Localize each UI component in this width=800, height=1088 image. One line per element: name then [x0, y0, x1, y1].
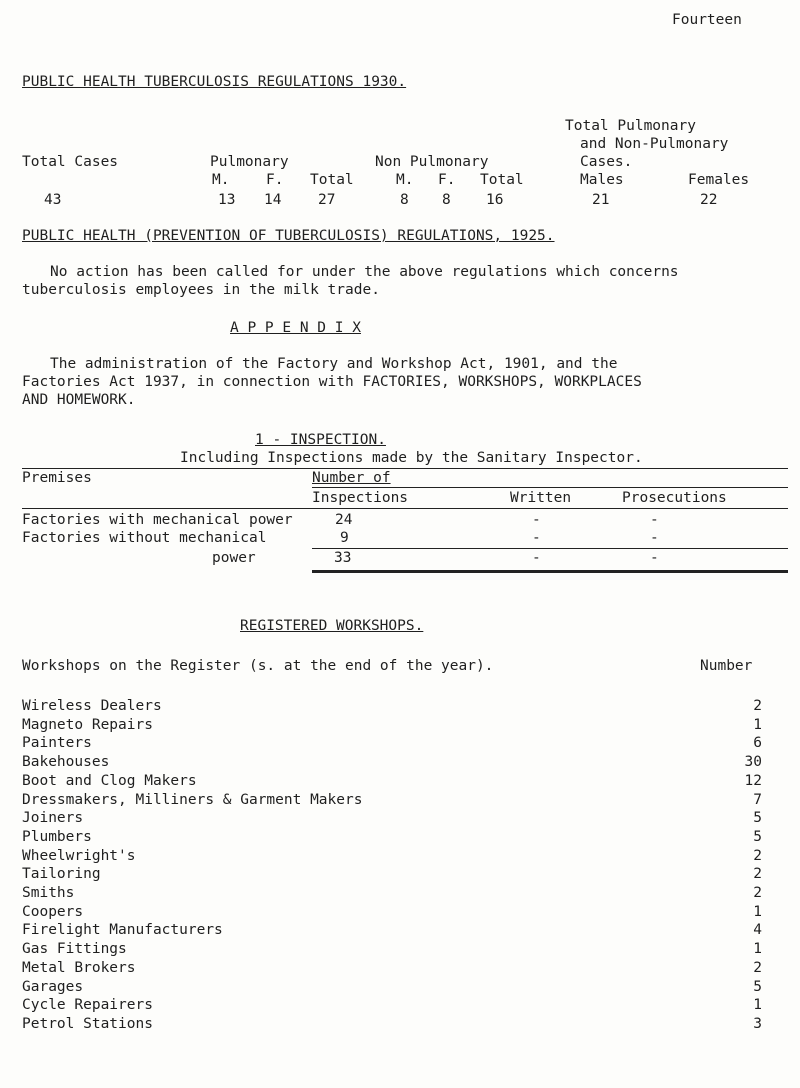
workshop-name: Bakehouses — [22, 754, 110, 770]
total-cases-value: 43 — [44, 192, 62, 208]
workshop-name: Petrol Stations — [22, 1016, 153, 1032]
written-column-header: Written — [510, 490, 572, 506]
workshop-number: 5 — [753, 810, 762, 826]
inspection-subheading: Including Inspections made by the Sanitary Inspector. — [180, 450, 643, 466]
workshop-name: Painters — [22, 735, 92, 751]
pulmonary-female-value: 14 — [264, 192, 282, 208]
workshop-number: 2 — [753, 698, 762, 714]
pulmonary-male-value: 13 — [218, 192, 236, 208]
males-header: Males — [580, 172, 624, 188]
pulmonary-total-value: 27 — [318, 192, 336, 208]
pulmonary-female-header: F. — [266, 172, 284, 188]
workshop-name: Metal Brokers — [22, 960, 136, 976]
inspections-row-1: 24 — [335, 512, 353, 528]
inspections-column-header: Inspections — [312, 490, 409, 506]
workshop-name: Tailoring — [22, 866, 101, 882]
written-row-1: - — [532, 512, 541, 528]
workshop-number: 1 — [753, 997, 762, 1013]
workshop-name: Boot and Clog Makers — [22, 773, 197, 789]
written-row-2: - — [532, 530, 541, 546]
premises-row-1: Factories with mechanical power — [22, 512, 293, 528]
workshop-name: Plumbers — [22, 829, 92, 845]
premises-column-header: Premises — [22, 470, 92, 486]
inspections-row-2: 9 — [340, 530, 349, 546]
total-pulmonary-label-2: and Non-Pulmonary — [580, 136, 729, 152]
workshop-name: Dressmakers, Milliners & Garment Makers — [22, 792, 363, 808]
inspection-heading: 1 - INSPECTION. — [255, 432, 386, 448]
total-prosecutions: - — [650, 550, 659, 566]
workshop-number: 7 — [753, 792, 762, 808]
total-written: - — [532, 550, 541, 566]
nonpulmonary-male-value: 8 — [400, 192, 409, 208]
workshop-name: Magneto Repairs — [22, 717, 153, 733]
workshop-name: Cycle Repairers — [22, 997, 153, 1013]
workshop-number: 12 — [744, 773, 762, 789]
workshop-name: Firelight Manufacturers — [22, 922, 223, 938]
workshop-name: Wireless Dealers — [22, 698, 162, 714]
workshop-number: 4 — [753, 922, 762, 938]
workshop-number: 3 — [753, 1016, 762, 1032]
workshop-name: Smiths — [22, 885, 75, 901]
appendix-paragraph-line-1: The administration of the Factory and Workshop Act, 1901, and the — [50, 356, 618, 372]
workshop-number: 1 — [753, 941, 762, 957]
total-pulmonary-label-1: Total Pulmonary — [565, 118, 696, 134]
workshop-number: 2 — [753, 885, 762, 901]
prosecutions-row-1: - — [650, 512, 659, 528]
nonpulmonary-male-header: M. — [396, 172, 414, 188]
pulmonary-male-header: M. — [212, 172, 230, 188]
nonpulmonary-total-header: Total — [480, 172, 524, 188]
prevention-paragraph-line-2: tuberculosis employees in the milk trade. — [22, 282, 380, 298]
workshop-number: 2 — [753, 866, 762, 882]
workshop-number: 1 — [753, 904, 762, 920]
nonpulmonary-female-header: F. — [438, 172, 456, 188]
workshop-number: 30 — [744, 754, 762, 770]
nonpulmonary-female-value: 8 — [442, 192, 451, 208]
workshop-number: 2 — [753, 848, 762, 864]
prosecutions-column-header: Prosecutions — [622, 490, 727, 506]
all-males-value: 21 — [592, 192, 610, 208]
workshop-number: 5 — [753, 829, 762, 845]
page-number: Fourteen — [672, 12, 742, 28]
workshop-name: Joiners — [22, 810, 84, 826]
pulmonary-total-header: Total — [310, 172, 354, 188]
premises-row-2: Factories without mechanical — [22, 530, 267, 546]
premises-row-2-continued: power — [212, 550, 256, 566]
total-inspections: 33 — [334, 550, 352, 566]
workshop-name: Gas Fittings — [22, 941, 127, 957]
all-females-value: 22 — [700, 192, 718, 208]
workshops-intro: Workshops on the Register (s. at the end of the year). — [22, 658, 494, 674]
tb-regulations-heading: PUBLIC HEALTH TUBERCULOSIS REGULATIONS 1930. — [22, 74, 407, 90]
appendix-paragraph-line-2: Factories Act 1937, in connection with FACTORIES, WORKSHOPS, WORKPLACES — [22, 374, 642, 390]
pulmonary-label: Pulmonary — [210, 154, 289, 170]
registered-workshops-heading: REGISTERED WORKSHOPS. — [240, 618, 424, 634]
number-column-header: Number — [700, 658, 753, 674]
nonpulmonary-total-value: 16 — [486, 192, 504, 208]
workshop-name: Wheelwright's — [22, 848, 136, 864]
total-pulmonary-label-3: Cases. — [580, 154, 633, 170]
appendix-heading: A P P E N D I X — [230, 320, 361, 336]
females-header: Females — [688, 172, 750, 188]
workshop-number: 2 — [753, 960, 762, 976]
prevention-paragraph-line-1: No action has been called for under the above regulations which concerns — [50, 264, 679, 280]
workshop-number: 5 — [753, 979, 762, 995]
workshop-name: Coopers — [22, 904, 84, 920]
workshop-number: 1 — [753, 717, 762, 733]
workshop-name: Garages — [22, 979, 84, 995]
non-pulmonary-label: Non Pulmonary — [375, 154, 489, 170]
total-cases-label: Total Cases — [22, 154, 119, 170]
prosecutions-row-2: - — [650, 530, 659, 546]
workshop-number: 6 — [753, 735, 762, 751]
prevention-regulations-heading: PUBLIC HEALTH (PREVENTION OF TUBERCULOSIS) REGULATIONS, 1925. — [22, 228, 555, 244]
number-of-header: Number of — [312, 470, 391, 486]
appendix-paragraph-line-3: AND HOMEWORK. — [22, 392, 136, 408]
